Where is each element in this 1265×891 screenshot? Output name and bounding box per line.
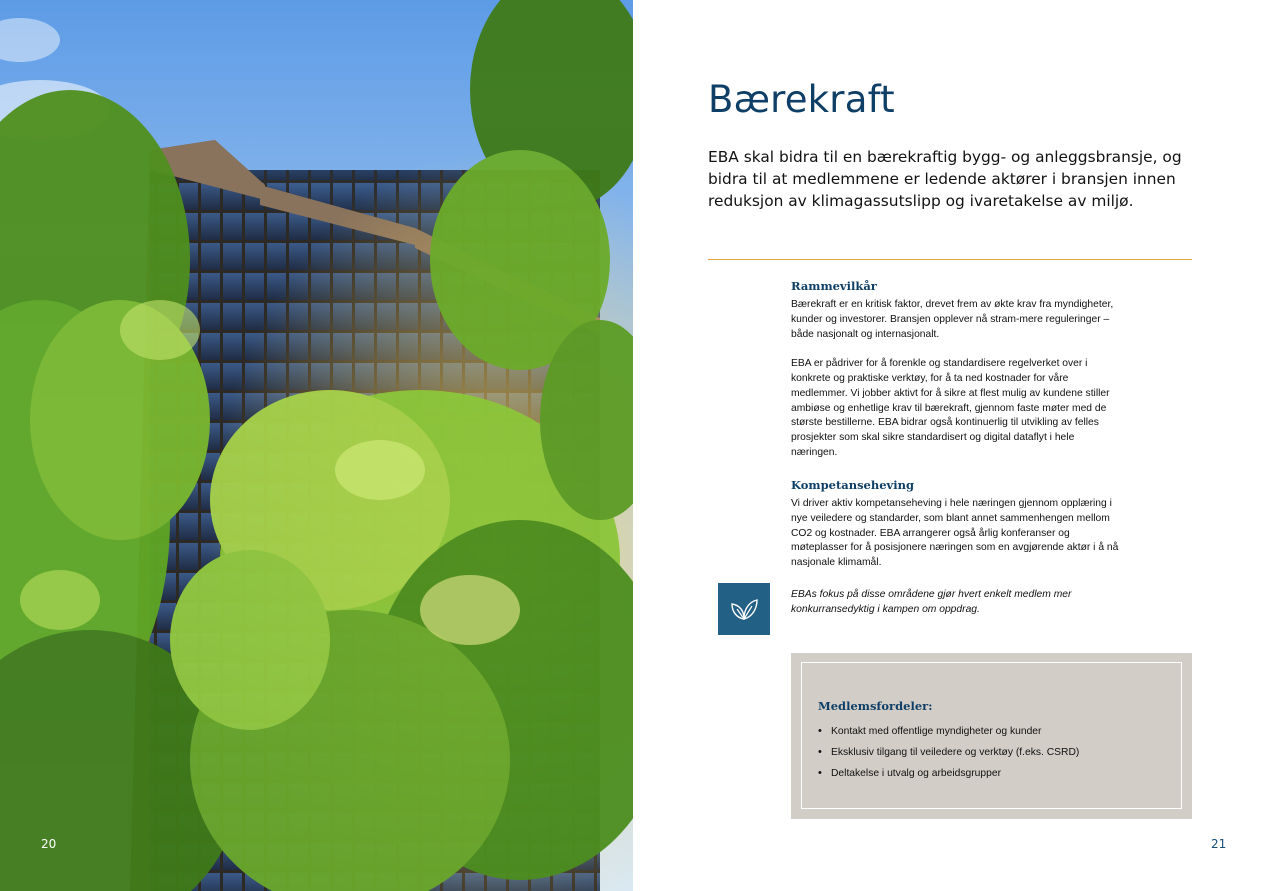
list-item: • Deltakelse i utvalg og arbeidsgrupper (818, 763, 1079, 784)
leaf-icon-box (718, 583, 770, 635)
section-heading: Kompetanseheving (791, 478, 914, 492)
benefits-list (818, 721, 1079, 784)
section-heading: Rammevilkår (791, 279, 877, 293)
page-title: Bærekraft (708, 78, 895, 121)
page-number-left: 20 (41, 837, 57, 851)
member-benefits-box (791, 653, 1192, 819)
benefits-heading: Medlemsfordeler: (818, 699, 933, 713)
focus-quote: EBAs fokus på disse områdene gjør hvert enkelt medlem mer konkurransedyktig i kampen om oppdrag. (791, 589, 1072, 615)
section-paragraph: Bærekraft er en kritisk faktor, drevet frem av økte krav fra myndigheter, kunder og investorer. Bransjen opplever nå stram-mere reguleringer – både nasjonalt og internasjonalt. (791, 299, 1114, 340)
section-paragraph: Vi driver aktiv kompetanseheving i hele næringen gjennom opplæring i nye veiledere og standarder, som blant annet sammenhengen mellom CO2 og kostnader. EBA arrangerer også årlig konferanser og møteplasser for å posisjonere næringen som en avgjørende aktør i å nå nasjonale klimamål. (791, 498, 1119, 569)
lead-paragraph: EBA skal bidra til en bærekraftig bygg- og anleggsbransje, og bidra til at medlemmene er ledende aktører i bransjen innen reduksjon av klimagassutslipp og ivaretakelse av miljø. (708, 148, 1182, 210)
list-item: • Kontakt med offentlige myndigheter og kunder (818, 721, 1079, 742)
benefits-frame (801, 662, 1182, 809)
section-paragraph: EBA er pådriver for å forenkle og standardisere regelverket over i konkrete og praktiske verktøy, for å ta ned kostnader for våre medlemmer. Vi jobber aktivt for å sikre at flest mulig av kundene stiller ambiøse og enhetlige krav til bærekraft, gjennom faste møter med de største bestillerne. EBA bidrar også kontinuerlig til utvikling av felles prosjekter som skal sikre standardisert og digital dataflyt i hele næringen. (791, 358, 1110, 458)
section-kompetanseheving (791, 478, 1121, 571)
page-number-right: 21 (1211, 837, 1227, 851)
section-rammevilkar (791, 279, 1121, 461)
leaf-icon (728, 596, 760, 622)
orange-divider (708, 259, 1192, 260)
list-item: • Eksklusiv tilgang til veiledere og verktøy (f.eks. CSRD) (818, 742, 1079, 763)
